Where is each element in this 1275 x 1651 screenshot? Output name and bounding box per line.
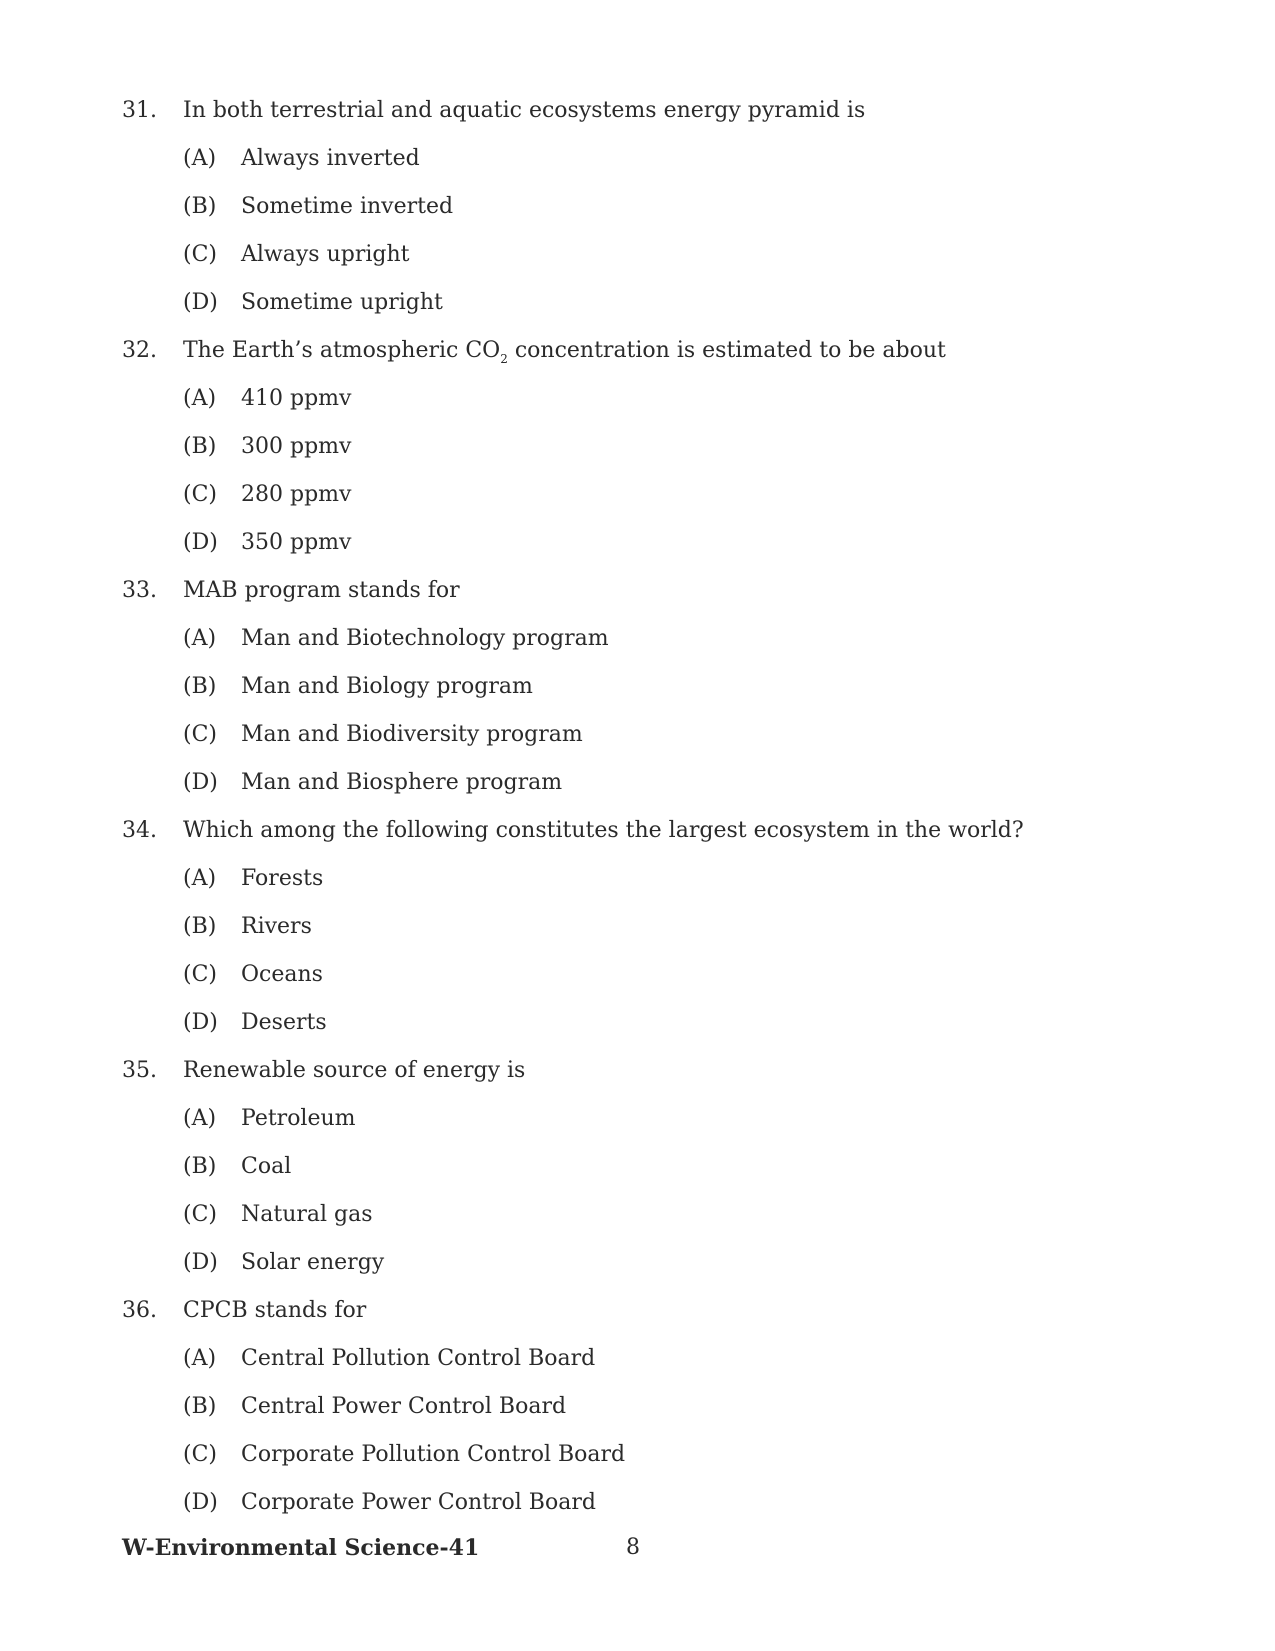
option-a [0,1344,1275,1378]
question-stem [0,1056,1275,1090]
question-number: 34. [122,818,157,843]
question-text: In both terrestrial and aquatic ecosystems energy pyramid is [183,98,866,123]
option-c [0,960,1275,994]
option-d [0,768,1275,802]
question-number: 35. [122,1058,157,1083]
option-letter: (B) [183,674,217,699]
option-text: 350 ppmv [241,530,352,555]
option-text: Oceans [241,962,323,987]
option-letter: (B) [183,1394,217,1419]
option-c [0,240,1275,274]
question-text-before: The Earth’s atmospheric CO [183,338,501,363]
option-text: Solar energy [241,1250,385,1275]
option-a [0,864,1275,898]
option-letter: (A) [183,386,217,411]
question-number: 36. [122,1298,157,1323]
option-letter: (C) [183,962,217,987]
option-a [0,1104,1275,1138]
option-text: Deserts [241,1010,327,1035]
option-d [0,1488,1275,1522]
paper-code: W-Environmental Science-41 [122,1535,480,1561]
option-letter: (D) [183,530,218,555]
option-text: Man and Biodiversity program [241,722,583,747]
option-c [0,720,1275,754]
option-b [0,1152,1275,1186]
question-text: CPCB stands for [183,1298,367,1323]
option-letter: (C) [183,722,217,747]
option-text: Always upright [241,242,410,267]
option-letter: (B) [183,914,217,939]
option-letter: (B) [183,194,217,219]
option-text: Always inverted [241,146,420,171]
option-b [0,192,1275,226]
option-text: Rivers [241,914,312,939]
option-letter: (B) [183,434,217,459]
option-a [0,384,1275,418]
option-d [0,528,1275,562]
option-letter: (D) [183,1490,218,1515]
option-letter: (B) [183,1154,217,1179]
option-text: 410 ppmv [241,386,352,411]
question-stem [0,816,1275,850]
option-text: Man and Biology program [241,674,533,699]
option-text: 280 ppmv [241,482,352,507]
question-stem [0,576,1275,610]
question-number: 31. [122,98,157,123]
option-letter: (D) [183,1010,218,1035]
option-letter: (D) [183,770,218,795]
option-text: Sometime inverted [241,194,454,219]
option-d [0,288,1275,322]
option-b [0,912,1275,946]
option-letter: (A) [183,1106,217,1131]
option-letter: (A) [183,1346,217,1371]
option-letter: (C) [183,482,217,507]
option-text: Petroleum [241,1106,356,1131]
question-text-after: concentration is estimated to be about [507,338,946,363]
question-stem [0,1296,1275,1330]
question-number: 32. [122,338,157,363]
option-d [0,1248,1275,1282]
option-b [0,1392,1275,1426]
option-b [0,432,1275,466]
co2-subscript: 2 [500,352,508,366]
option-text: Central Power Control Board [241,1394,567,1419]
option-text: Man and Biotechnology program [241,626,609,651]
option-text: Forests [241,866,324,891]
option-letter: (C) [183,1202,217,1227]
question-text [183,336,946,374]
option-c [0,480,1275,514]
question-stem [0,336,1275,370]
question-text: MAB program stands for [183,578,460,603]
option-text: Sometime upright [241,290,443,315]
option-letter: (A) [183,866,217,891]
option-text: Corporate Power Control Board [241,1490,596,1515]
page-number: 8 [626,1535,640,1560]
option-text: Natural gas [241,1202,373,1227]
option-letter: (D) [183,1250,218,1275]
question-text: Which among the following constitutes the largest ecosystem in the world? [183,818,1024,843]
option-a [0,624,1275,658]
question-stem [0,96,1275,130]
option-letter: (A) [183,626,217,651]
option-text: 300 ppmv [241,434,352,459]
option-c [0,1200,1275,1234]
option-d [0,1008,1275,1042]
option-letter: (C) [183,242,217,267]
option-text: Central Pollution Control Board [241,1346,596,1371]
question-number: 33. [122,578,157,603]
question-text: Renewable source of energy is [183,1058,526,1083]
option-c [0,1440,1275,1474]
option-text: Man and Biosphere program [241,770,563,795]
option-text: Coal [241,1154,292,1179]
option-b [0,672,1275,706]
option-letter: (D) [183,290,218,315]
option-letter: (C) [183,1442,217,1467]
option-text: Corporate Pollution Control Board [241,1442,626,1467]
option-letter: (A) [183,146,217,171]
option-a [0,144,1275,178]
